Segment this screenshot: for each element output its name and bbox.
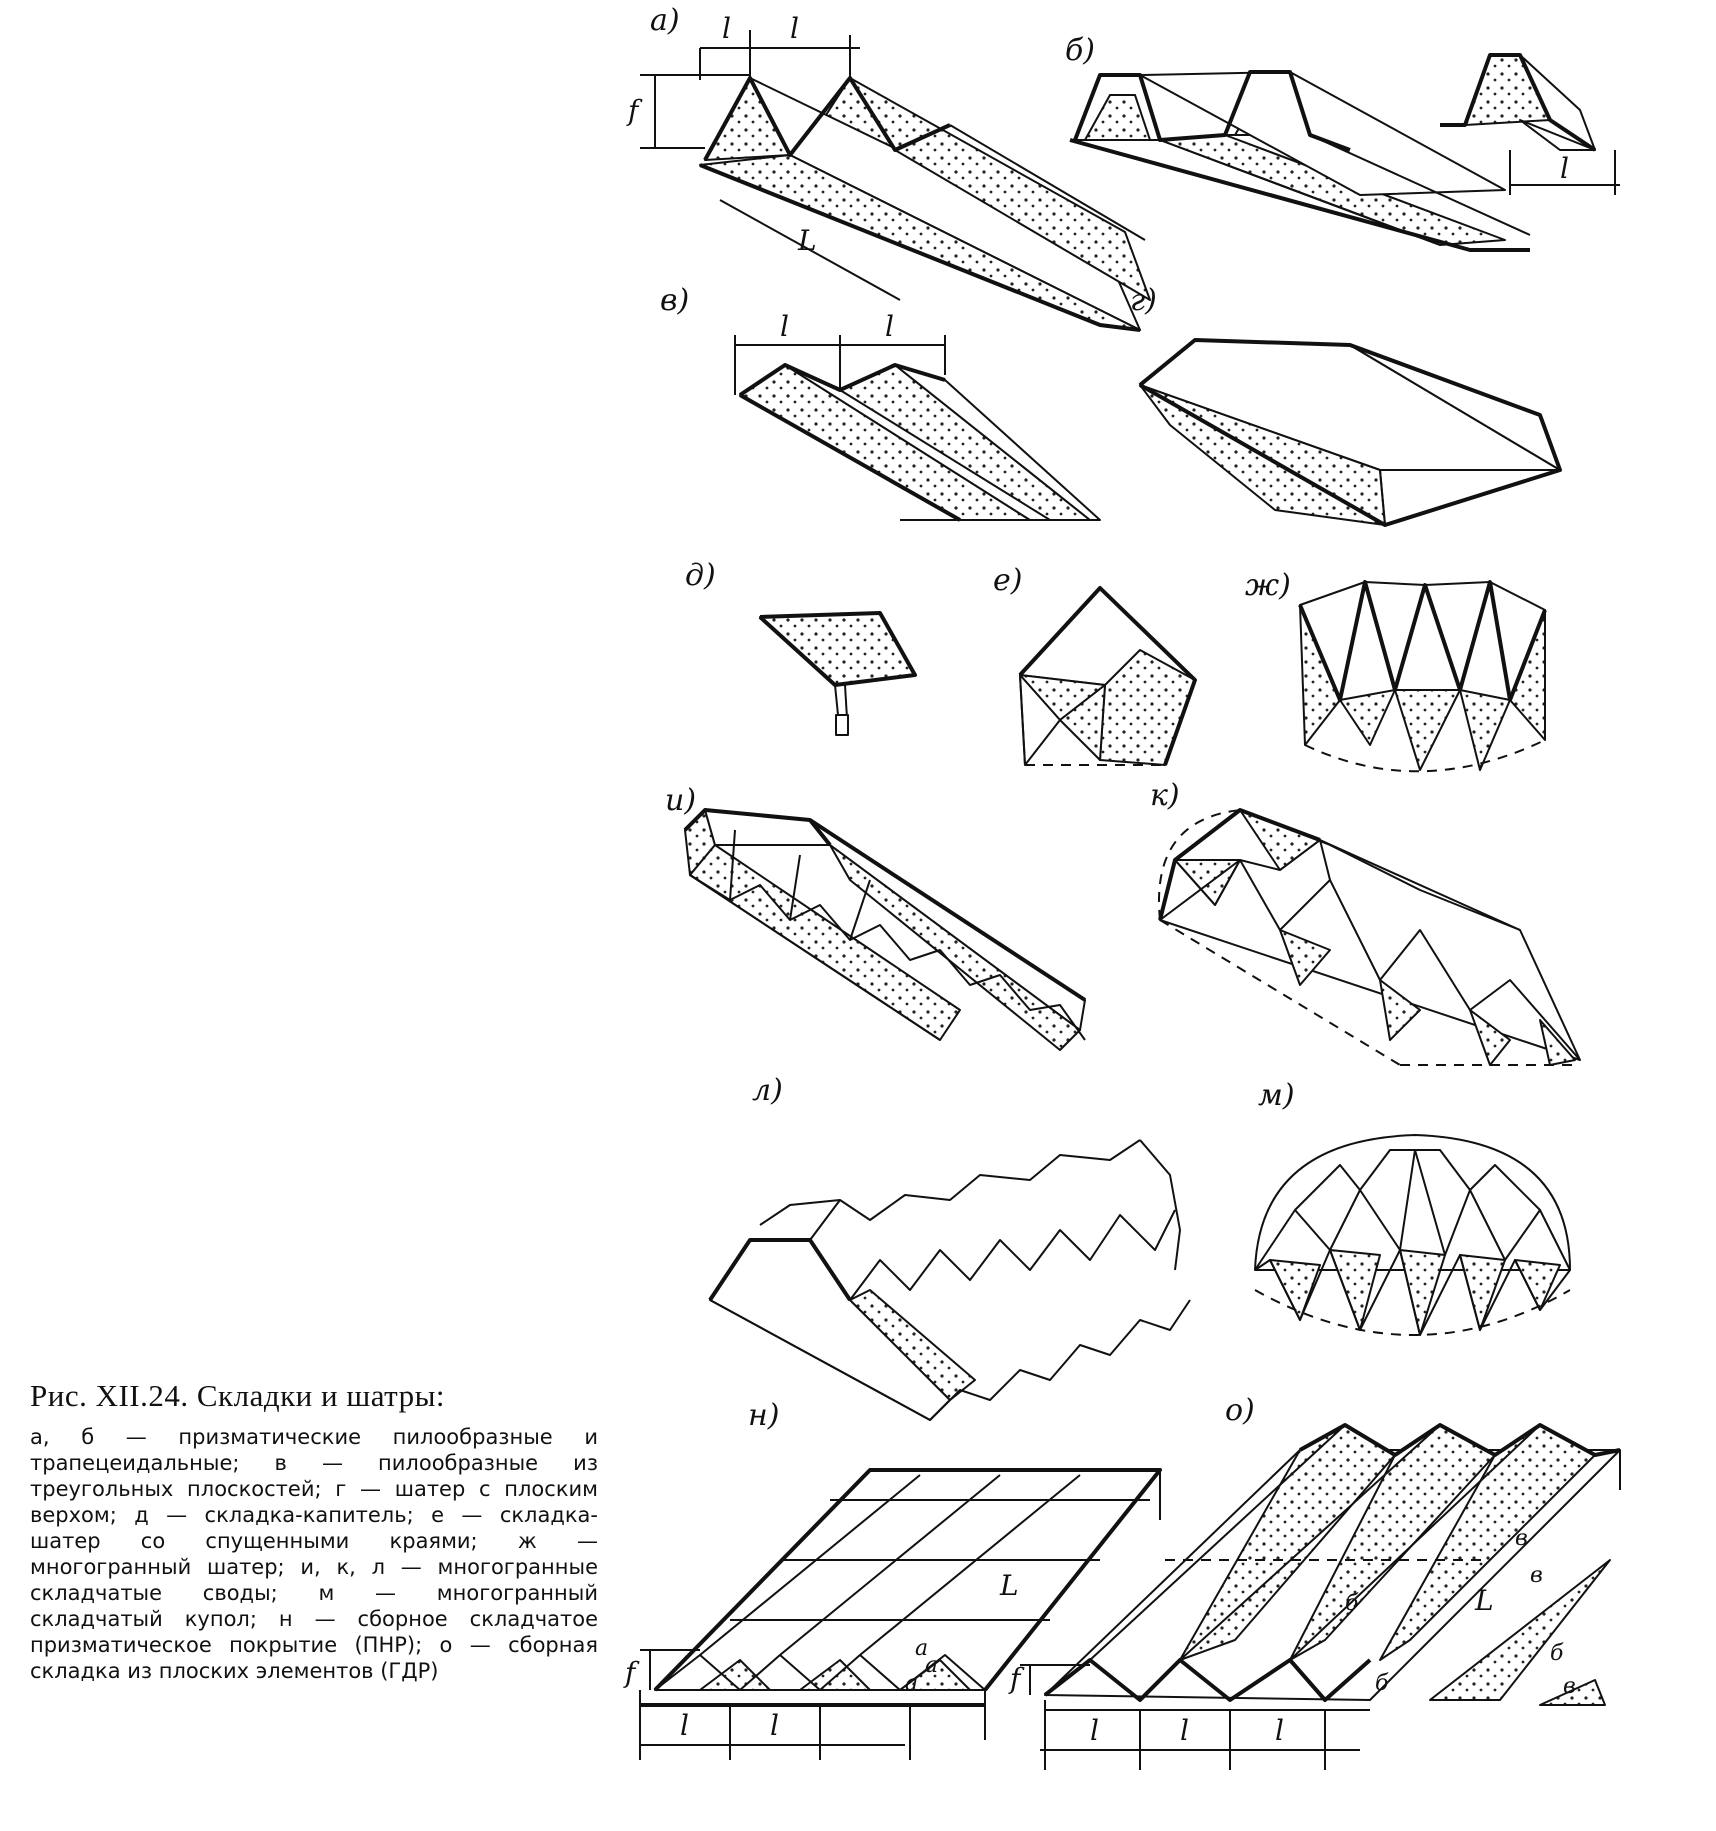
dim-v-l2: l	[885, 310, 894, 343]
dim-o-l2: l	[1180, 1714, 1189, 1747]
panel-label-n: н)	[748, 1398, 780, 1433]
dim-v-l1: l	[780, 310, 789, 343]
panel-zh	[1245, 568, 1545, 771]
panel-k	[1150, 778, 1580, 1065]
panel-m	[1255, 1078, 1570, 1335]
elem-o-v3: в	[1563, 1674, 1576, 1699]
panel-label-o: о)	[1225, 1393, 1255, 1428]
elem-n-a1: а	[915, 1636, 929, 1661]
dim-a-L: L	[798, 224, 817, 257]
panel-label-l: л)	[752, 1073, 783, 1108]
dim-n-f: f	[625, 1656, 636, 1689]
elem-o-b1: б	[1345, 1591, 1359, 1616]
panel-label-k: к)	[1150, 778, 1180, 813]
dim-a-l2: l	[790, 12, 799, 45]
panel-e	[993, 563, 1195, 765]
elem-o-b3: б	[1550, 1641, 1564, 1666]
panel-label-m: м)	[1258, 1078, 1295, 1113]
panel-i	[665, 783, 1085, 1050]
panel-g	[1130, 283, 1560, 525]
figure-caption	[30, 1378, 598, 1684]
dim-o-L: L	[1475, 1584, 1494, 1617]
elem-o-v2: в	[1530, 1563, 1543, 1588]
dim-o-l3: l	[1275, 1714, 1284, 1747]
elem-n-a3: а	[905, 1671, 919, 1696]
dim-n-l2: l	[770, 1709, 779, 1742]
dim-n-l1: l	[680, 1709, 689, 1742]
caption-title: Рис. XII.24. Складки и шатры:	[30, 1378, 446, 1413]
panel-label-d: д)	[685, 558, 716, 593]
panel-label-g: г)	[1130, 283, 1157, 318]
elem-n-a2: а	[925, 1653, 939, 1678]
panel-n	[623, 1398, 1160, 1760]
panel-label-a: а)	[650, 3, 680, 38]
panel-l	[710, 1073, 1190, 1420]
dim-a-f: f	[628, 94, 639, 127]
panel-o	[1008, 1393, 1620, 1770]
panel-b	[1065, 33, 1620, 250]
panel-label-zh: ж)	[1245, 568, 1291, 603]
dim-n-L: L	[1000, 1569, 1019, 1602]
dim-b-l: l	[1560, 152, 1569, 185]
elem-o-b2: б	[1375, 1671, 1389, 1696]
elem-o-v1: в	[1515, 1526, 1528, 1551]
panel-label-b: б)	[1065, 33, 1096, 68]
dim-o-l1: l	[1090, 1714, 1099, 1747]
caption-body: а, б — призматические пилообразные и трапецеидальные; в — пилообразные из треугольных плоскостей; г — шатер с плоским верхом; д — складка-капитель; е — складка-шатер со спущенными краями; ж — многогранный шатер; и, к, л — многогранные складчатые своды; м — многогранный складчатый купол; н — сборное складчатое призматическое покрытие (ПНР); о — сборная складка из плоских элементов (ГДР)	[30, 1425, 598, 1683]
panel-d	[685, 558, 915, 735]
panel-label-e: е)	[993, 563, 1023, 598]
dim-o-f: f	[1010, 1662, 1021, 1695]
panel-label-v: в)	[660, 283, 690, 318]
panel-v	[660, 283, 1100, 520]
panel-label-i: и)	[665, 783, 697, 818]
dim-a-l1: l	[722, 12, 731, 45]
